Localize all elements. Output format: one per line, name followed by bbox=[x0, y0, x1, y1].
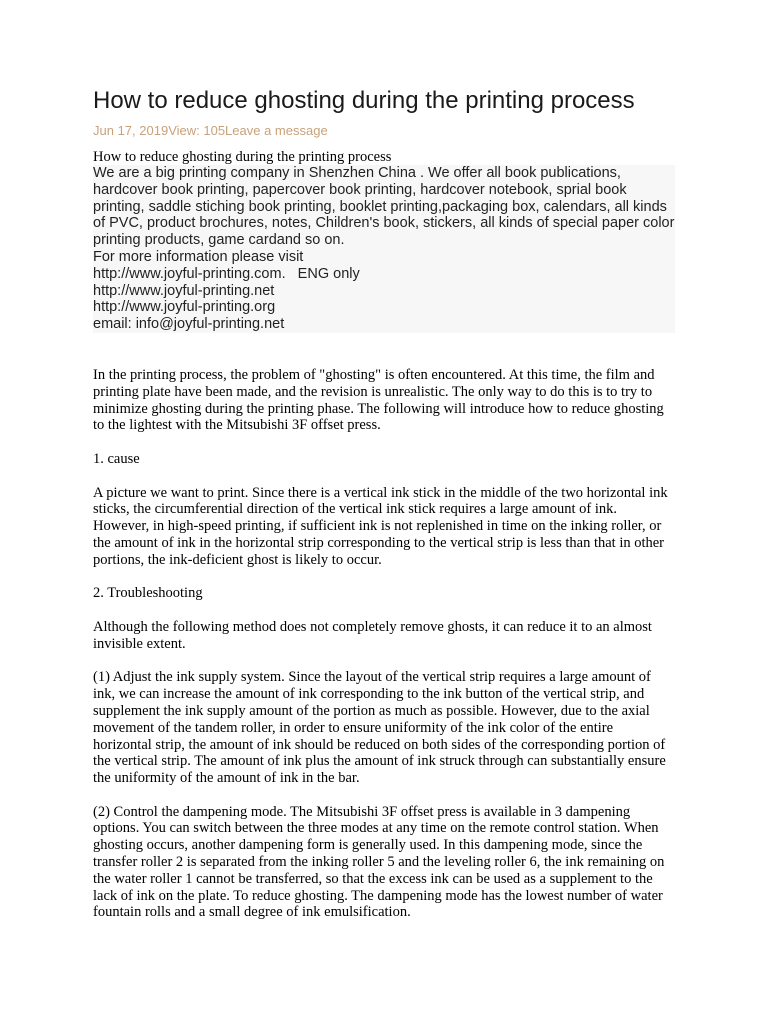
company-info-box bbox=[93, 165, 675, 333]
paragraph-ink-supply: (1) Adjust the ink supply system. Since the layout of the vertical strip requires a large amount of ink, we can increase the amount of ink corresponding to the ink button of the vertical strip, and supplement the ink supply amount of the portion as much as possible. However, due to the axial movement of the tandem roller, in order to ensure uniformity of the ink color of the entire horizontal strip, the amount of ink should be reduced on both sides of the corresponding portion of the vertical strip. The amount of ink plus the amount of ink struck through can substantially ensure the uniformity of the amount of ink in the bar. bbox=[93, 669, 666, 787]
contact-email[interactable]: email: info@joyful-printing.net bbox=[93, 316, 285, 333]
page-title: How to reduce ghosting during the printing process bbox=[93, 87, 635, 114]
article bbox=[93, 84, 675, 938]
more-info-text: For more information please visit bbox=[93, 248, 304, 265]
article-body bbox=[93, 367, 675, 921]
company-intro: We are a big printing company in Shenzhen China . We offer all book publications, hardcover book printing, papercover book printing, hardcover notebook, sprial book printing, saddle stiching book printing, booklet printing,packaging box, calendars, all kinds of PVC, product brochures, notes, Children's book, stickers, all kinds of special paper color printing products, game cardand so on. bbox=[93, 165, 675, 249]
paragraph-cause: A picture we want to print. Since there is a vertical ink stick in the middle of the two horizontal ink sticks, the circumferential direction of the vertical ink stick requires a large amount of ink. However, in high-speed printing, if sufficient ink is not replenished in time on the inking roller, or the amount of ink in the horizontal strip corresponding to the vertical strip is less than that in other portions, the ink-deficient ghost is likely to occur. bbox=[93, 484, 668, 568]
website-link-com[interactable]: http://www.joyful-printing.com. ENG only bbox=[93, 265, 360, 282]
article-subtitle: How to reduce ghosting during the printing process bbox=[93, 149, 392, 165]
paragraph-dampening-mode: (2) Control the dampening mode. The Mitsubishi 3F offset press is available in 3 dampening options. You can switch between the three modes at any time on the remote control station. When ghosting occurs, another dampening form is generally used. In this dampening mode, since the transfer roller 2 is separated from the inking roller 5 and the leveling roller 6, the ink remaining on the water roller 1 cannot be transferred, so that the excess ink can be used as a supplement to the lack of ink on the plate. To reduce ghosting. The dampening mode has the lowest number of water fountain rolls and a small degree of ink emulsification. bbox=[93, 803, 665, 921]
section-heading-cause: 1. cause bbox=[93, 450, 140, 467]
website-link-org[interactable]: http://www.joyful-printing.org bbox=[93, 299, 276, 316]
section-heading-troubleshooting: 2. Troubleshooting bbox=[93, 585, 203, 602]
view-count: View: 105 bbox=[168, 123, 226, 138]
paragraph-intro: In the printing process, the problem of "ghosting" is often encountered. At this time, the film and printing plate have been made, and the revision is unrealistic. The only way to do this is to try to minimize ghosting during the printing phase. The following will introduce how to reduce ghosting to the lightest with the Mitsubishi 3F offset press. bbox=[93, 366, 664, 434]
paragraph-troubleshooting-intro: Although the following method does not completely remove ghosts, it can reduce it to an almost invisible extent. bbox=[93, 618, 652, 652]
article-meta bbox=[93, 122, 675, 140]
website-link-net[interactable]: http://www.joyful-printing.net bbox=[93, 282, 275, 299]
leave-message-link[interactable]: Leave a message bbox=[225, 123, 328, 138]
post-date: Jun 17, 2019 bbox=[93, 123, 169, 138]
